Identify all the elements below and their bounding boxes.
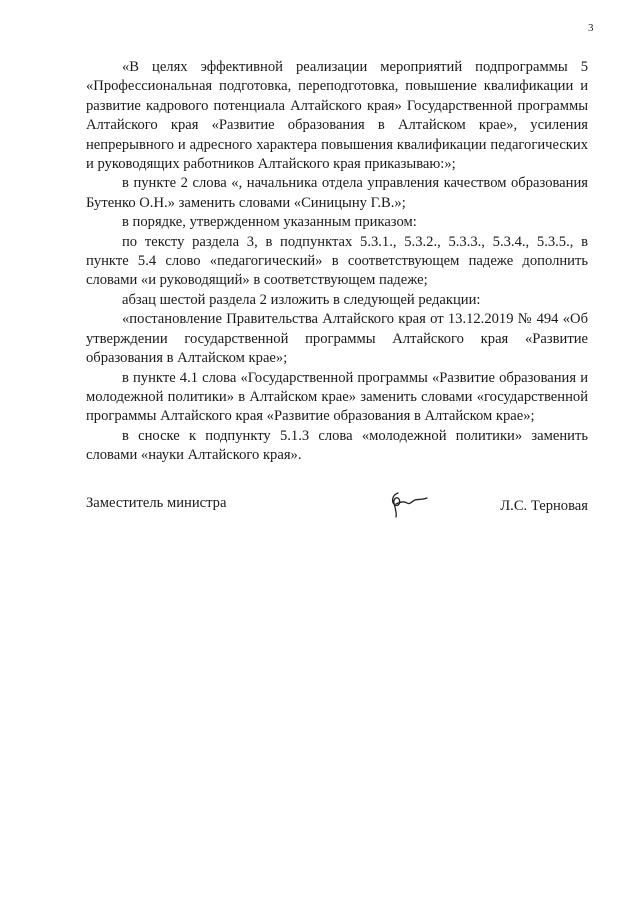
page-number: 3: [588, 22, 594, 34]
signer-name: Л.С. Терновая: [500, 498, 588, 514]
handwritten-signature-icon: [384, 488, 428, 518]
paragraph-footnote: в сноске к подпункту 5.1.3 слова «молодежной политики» заменить словами «науки Алтайского края».: [86, 427, 588, 464]
paragraph-section-3: по тексту раздела 3, в подпунктах 5.3.1., 5.3.2., 5.3.3., 5.3.4., 5.3.5., в пункте 5.4 слово «педагогический» в соответствующем падеже дополнить словами «и руководящий» в соответствующем падеже;: [86, 233, 588, 289]
paragraph-point-4-1: в пункте 4.1 слова «Государственной программы «Развитие образования и молодежной политики» в Алтайском крае» заменить словами «государственной программы Алтайского края «Развитие образования в Алтайском крае»;: [86, 369, 588, 425]
paragraph-resolution: «постановление Правительства Алтайского края от 13.12.2019 № 494 «Об утверждении государственной программы Алтайского края «Развитие образования в Алтайском крае»;: [86, 311, 588, 367]
paragraph-section-2: абзац шестой раздела 2 изложить в следующей редакции:: [122, 291, 481, 308]
paragraph-point-2: в пункте 2 слова «, начальника отдела управления качеством образования Бутенко О.Н.» заменить словами «Синицыну Г.В.»;: [86, 175, 588, 211]
signer-position: Заместитель министра: [86, 495, 227, 511]
paragraph-purpose: «В целях эффективной реализации мероприятий подпрограммы 5 «Профессиональная подготовка, переподготовка, повышение квалификации и развитие кадрового потенциала Алтайского края» Государственной программы Алтайского края «Развитие образования в Алтайском крае», усиления непрерывного и адресного характера повышения квалификации педагогических и руководящих работников Алтайского края приказываю:»;: [86, 59, 588, 173]
signature-block: [86, 488, 588, 524]
document-body: [86, 58, 588, 466]
paragraph-order-intro: в порядке, утвержденном указанным приказом:: [122, 214, 417, 231]
